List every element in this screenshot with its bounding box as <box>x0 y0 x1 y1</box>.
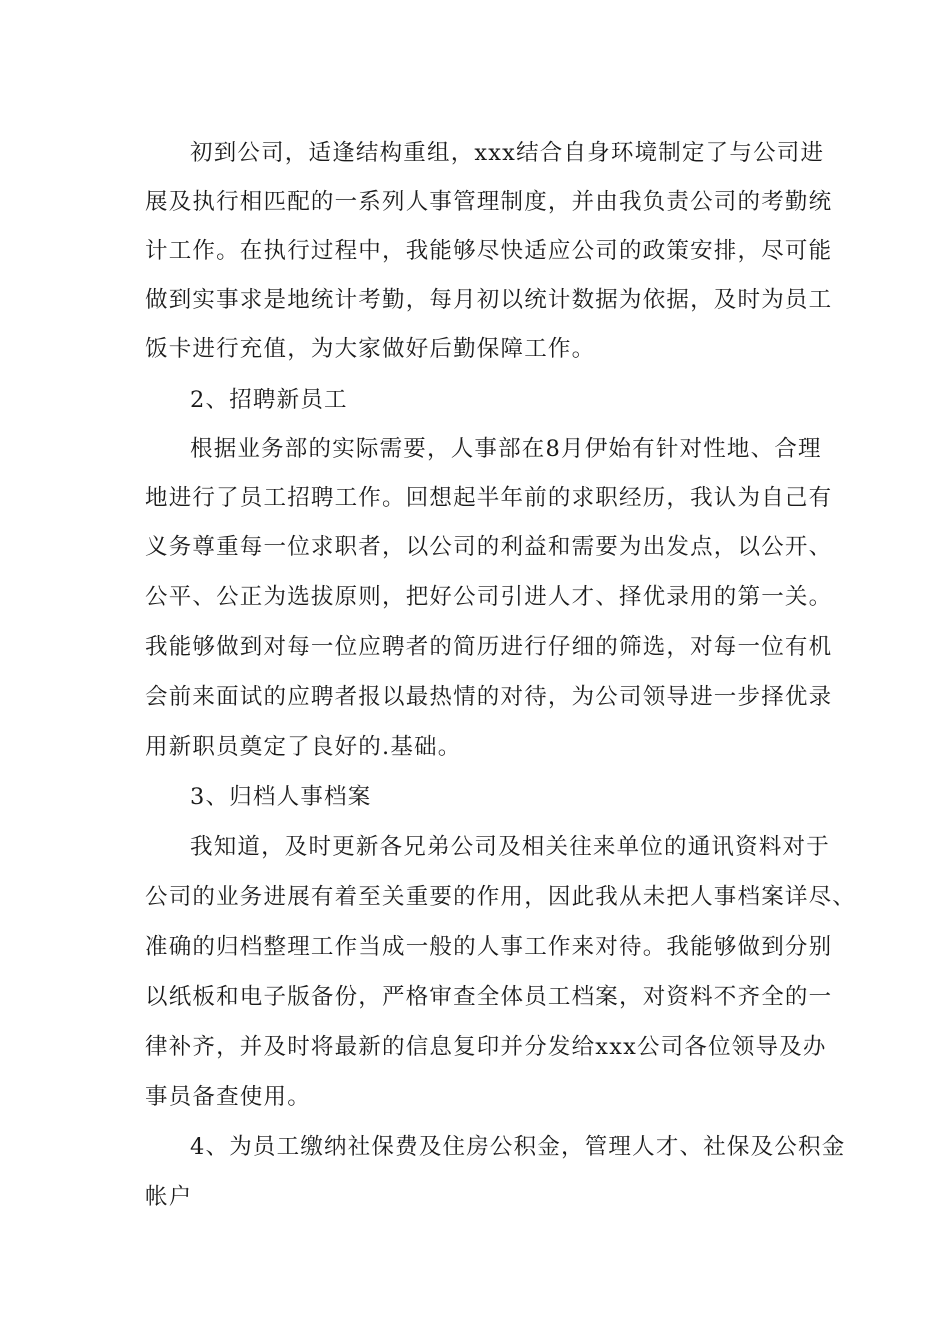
paragraph-2-line-3: 义务尊重每一位求职者，以公司的利益和需要为出发点，以公开、 <box>145 534 833 560</box>
paragraph-1-line-1: 初到公司，适逢结构重组，xxx结合自身环境制定了与公司进 <box>190 140 825 166</box>
section-heading-4-line-2: 帐户 <box>145 1184 193 1210</box>
paragraph-3-line-4: 以纸板和电子版备份，严格审查全体员工档案，对资料不齐全的一 <box>145 984 833 1010</box>
paragraph-3-line-1: 我知道，及时更新各兄弟公司及相关往来单位的通讯资料对于 <box>190 834 830 860</box>
section-heading-3: 3、归档人事档案 <box>190 784 372 810</box>
paragraph-1-line-2: 展及执行相匹配的一系列人事管理制度，并由我负责公司的考勤统 <box>145 189 833 215</box>
paragraph-2-line-4: 公平、公正为选拔原则，把好公司引进人才、择优录用的第一关。 <box>145 584 833 610</box>
paragraph-2-line-1: 根据业务部的实际需要，人事部在8月伊始有针对性地、合理 <box>190 436 822 462</box>
paragraph-3-line-3: 准确的归档整理工作当成一般的人事工作来对待。我能够做到分别 <box>145 934 833 960</box>
paragraph-3-line-6: 事员备查使用。 <box>145 1084 311 1110</box>
paragraph-1-line-3: 计工作。在执行过程中，我能够尽快适应公司的政策安排，尽可能 <box>145 238 833 264</box>
paragraph-2-line-6: 会前来面试的应聘者报以最热情的对待，为公司领导进一步择优录 <box>145 684 833 710</box>
paragraph-2-line-2: 地进行了员工招聘工作。回想起半年前的求职经历，我认为自己有 <box>145 485 833 511</box>
section-heading-4-line-1: 4、为员工缴纳社保费及住房公积金，管理人才、社保及公积金 <box>190 1134 846 1160</box>
paragraph-3-line-2: 公司的业务进展有着至关重要的作用，因此我从未把人事档案详尽、 <box>145 884 857 910</box>
paragraph-3-line-5: 律补齐，并及时将最新的信息复印并分发给xxx公司各位领导及办 <box>145 1034 827 1060</box>
section-heading-2: 2、招聘新员工 <box>190 387 348 413</box>
paragraph-2-line-5: 我能够做到对每一位应聘者的简历进行仔细的筛选，对每一位有机 <box>145 634 833 660</box>
paragraph-1-line-4: 做到实事求是地统计考勤，每月初以统计数据为依据，及时为员工 <box>145 287 833 313</box>
paragraph-1-line-5: 饭卡进行充值，为大家做好后勤保障工作。 <box>145 336 596 362</box>
paragraph-2-line-7: 用新职员奠定了良好的.基础。 <box>145 734 462 760</box>
